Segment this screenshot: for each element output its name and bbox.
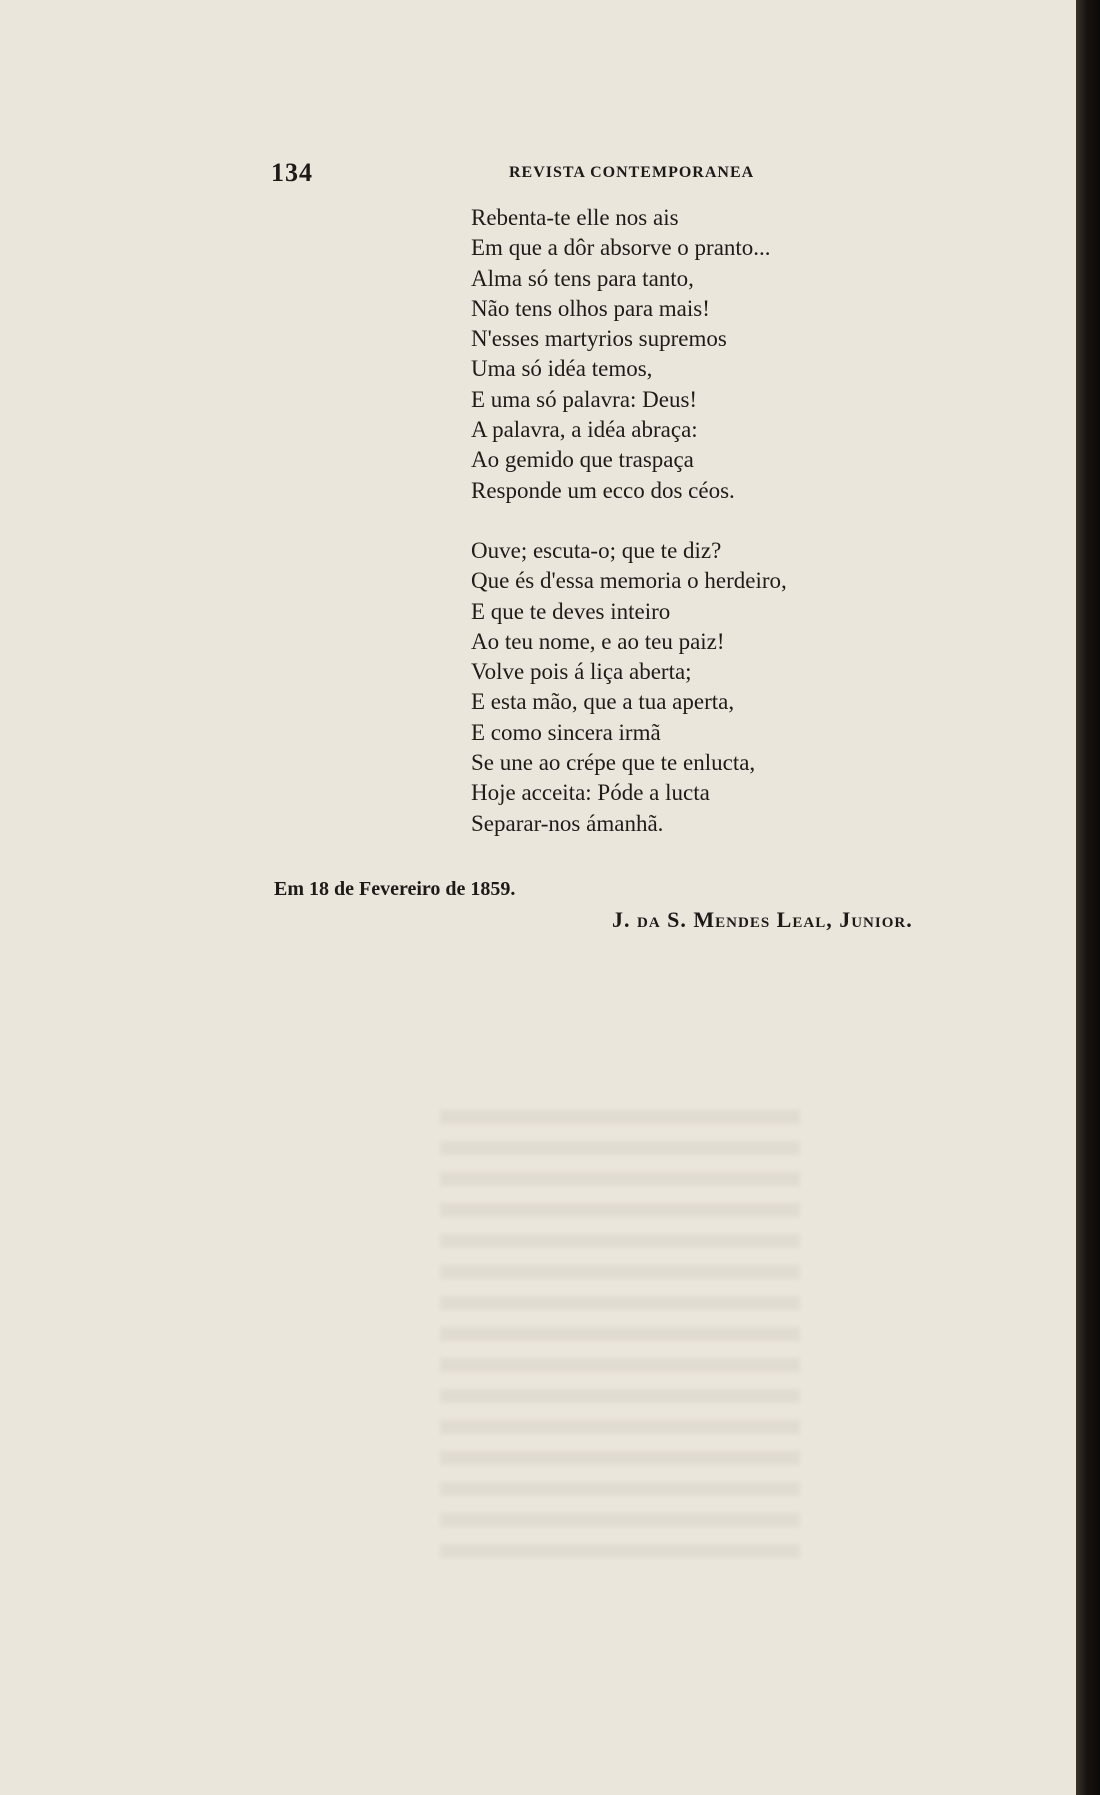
book-edge-shadow [1076, 0, 1100, 1795]
verse-line: Ao gemido que traspaça [471, 447, 694, 473]
poem [471, 203, 891, 839]
bleed-through-shadow [440, 1110, 800, 1570]
verse-line: Rebenta-te elle nos ais [471, 205, 679, 230]
verse-line: Volve pois á liça aberta; [471, 659, 692, 685]
verse-line: Responde um ecco dos céos. [471, 477, 735, 503]
verse-line: Uma só idéa temos, [471, 356, 653, 382]
signoff-author: J. da S. Mendes Leal, Junior. [612, 907, 913, 932]
verse-line: Se une ao crépe que te enlucta, [471, 750, 756, 776]
stanza [471, 203, 891, 506]
verse-line: Não tens olhos para mais! [471, 295, 710, 321]
verse-line: Alma só tens para tanto, [471, 265, 694, 291]
verse-line: E como sincera irmã [471, 719, 661, 745]
stanza [471, 536, 891, 839]
page-number: 134 [271, 158, 313, 187]
verse-line: Hoje acceita: Póde a lucta [471, 780, 710, 806]
verse-line: E que te deves inteiro [471, 598, 671, 624]
verse-line: A palavra, a idéa abraça: [471, 417, 698, 443]
verse-line: Que és d'essa memoria o herdeiro, [471, 568, 787, 594]
verse-line: N'esses martyrios supremos [471, 326, 727, 352]
verse-line: Em que a dôr absorve o pranto... [471, 235, 771, 261]
verse-line: E uma só palavra: Deus! [471, 386, 698, 412]
verse-line: Separar-nos ámanhã. [471, 810, 664, 836]
verse-line: Ao teu nome, e ao teu paiz! [471, 628, 725, 654]
verse-line: E esta mão, que a tua aperta, [471, 689, 735, 715]
page-header [265, 158, 785, 192]
running-head: REVISTA CONTEMPORANEA [509, 164, 755, 181]
verse-line: Ouve; escuta-o; que te diz? [471, 537, 722, 563]
signoff-date: Em 18 de Fevereiro de 1859. [274, 878, 516, 900]
